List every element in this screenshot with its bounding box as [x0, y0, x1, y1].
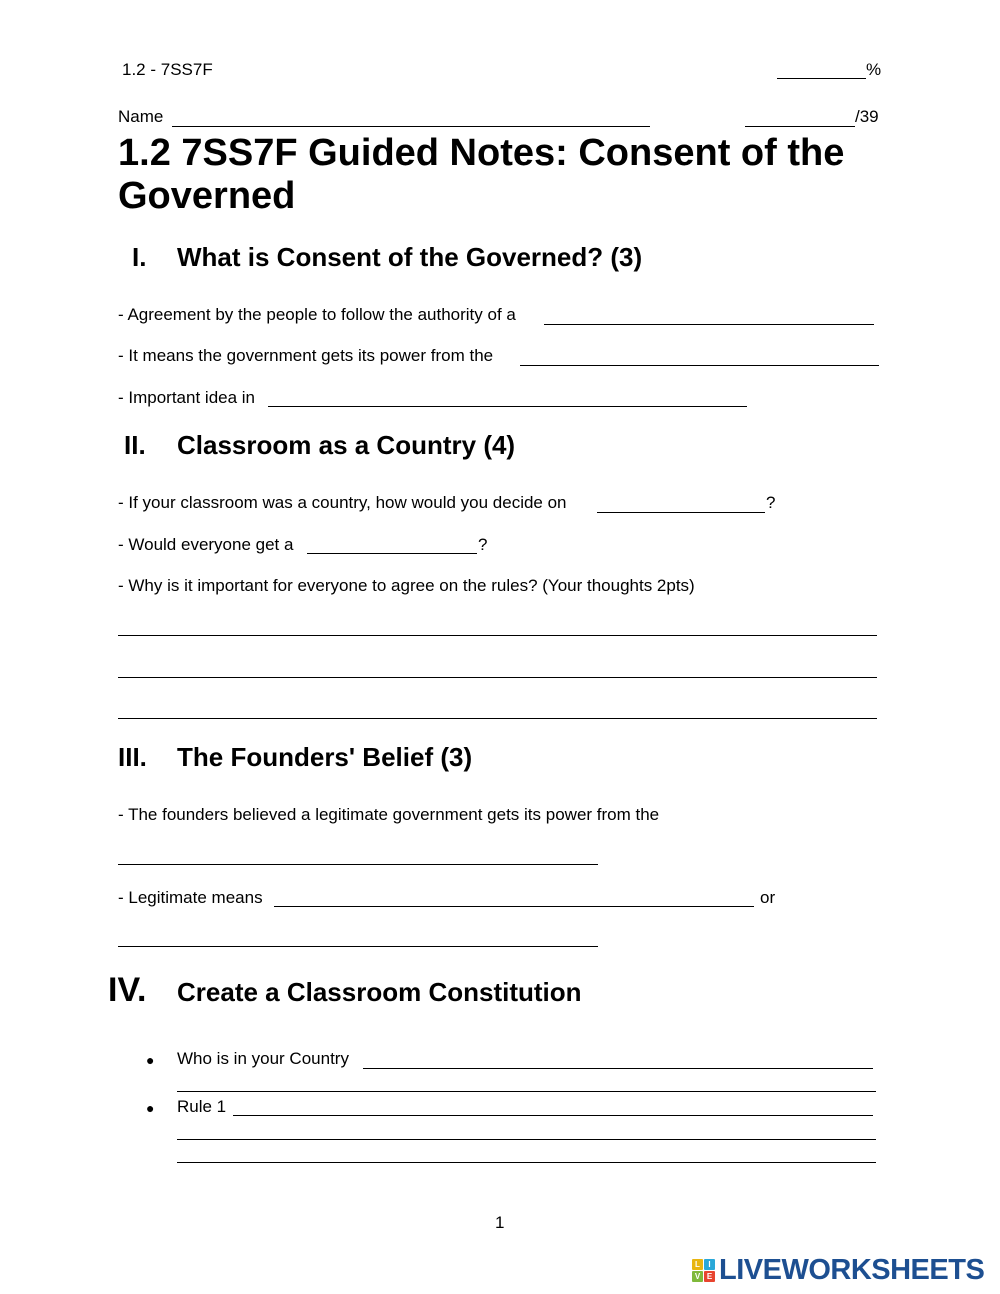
score-blank[interactable] [745, 126, 855, 127]
country-blank-1[interactable] [363, 1068, 873, 1069]
logo-letter-i: I [704, 1259, 715, 1270]
section3-item2: - Legitimate means [118, 888, 263, 907]
section2-q2: - Would everyone get a [118, 535, 294, 554]
percent-blank[interactable] [777, 78, 866, 79]
logo-letter-v: V [692, 1271, 703, 1282]
section1-item3: - Important idea in [118, 388, 256, 407]
document-code: 1.2 - 7SS7F [122, 60, 213, 79]
bullet-2: ● [146, 1100, 155, 1116]
logo-wordmark: LIVEWORKSHEETS [719, 1253, 985, 1286]
bullet-1-label: Who is in your Country [177, 1049, 349, 1068]
section3-heading: The Founders' Belief (3) [177, 742, 473, 772]
section3-blank2[interactable] [274, 906, 754, 907]
page-title-line2: Governed [118, 175, 296, 217]
answer-line-3[interactable] [118, 718, 877, 719]
answer-line-1[interactable] [118, 635, 877, 636]
liveworksheets-logo [692, 1253, 985, 1286]
section3-numeral: III. [118, 742, 147, 772]
section2-q3: - Why is it important for everyone to agree on the rules? (Your thoughts 2pts) [118, 576, 695, 595]
section1-blank2[interactable] [520, 365, 879, 366]
section1-heading: What is Consent of the Governed? (3) [177, 242, 643, 272]
answer-line-2[interactable] [118, 677, 877, 678]
country-blank-2[interactable] [177, 1091, 876, 1092]
rule1-blank-1[interactable] [233, 1115, 873, 1116]
section2-blank1[interactable] [597, 512, 765, 513]
logo-letter-l: L [692, 1259, 703, 1270]
section1-item2: - It means the government gets its power from the [118, 346, 494, 365]
logo-mark-icon [692, 1259, 715, 1282]
logo-letter-e: E [704, 1271, 715, 1282]
bullet-1: ● [146, 1052, 155, 1068]
section4-numeral: IV. [108, 971, 147, 1009]
section1-numeral: I. [132, 242, 147, 272]
section3-item1: - The founders believed a legitimate government gets its power from the [118, 805, 660, 824]
page-title-line1: 1.2 7SS7F Guided Notes: Consent of the [118, 132, 845, 174]
section4-heading: Create a Classroom Constitution [177, 977, 582, 1007]
percent-suffix: % [866, 60, 882, 79]
page-number: 1 [495, 1213, 505, 1232]
section3-blank1[interactable] [118, 864, 598, 865]
section2-q2-suffix: ? [478, 535, 488, 554]
section2-q1: - If your classroom was a country, how would you decide on [118, 493, 567, 512]
section1-item1: - Agreement by the people to follow the authority of a [118, 305, 516, 324]
section2-numeral: II. [124, 430, 146, 460]
section2-heading: Classroom as a Country (4) [177, 430, 516, 460]
section2-q1-suffix: ? [766, 493, 776, 512]
name-label: Name [118, 107, 164, 126]
rule1-blank-2[interactable] [177, 1139, 876, 1140]
section2-blank2[interactable] [307, 553, 477, 554]
bullet-2-label: Rule 1 [177, 1097, 227, 1116]
name-blank[interactable] [172, 126, 650, 127]
score-suffix: /39 [855, 107, 879, 126]
section1-blank1[interactable] [544, 324, 874, 325]
section3-item2-suffix: or [760, 888, 776, 907]
section3-blank3[interactable] [118, 946, 598, 947]
rule1-blank-3[interactable] [177, 1162, 876, 1163]
section1-blank3[interactable] [268, 406, 747, 407]
